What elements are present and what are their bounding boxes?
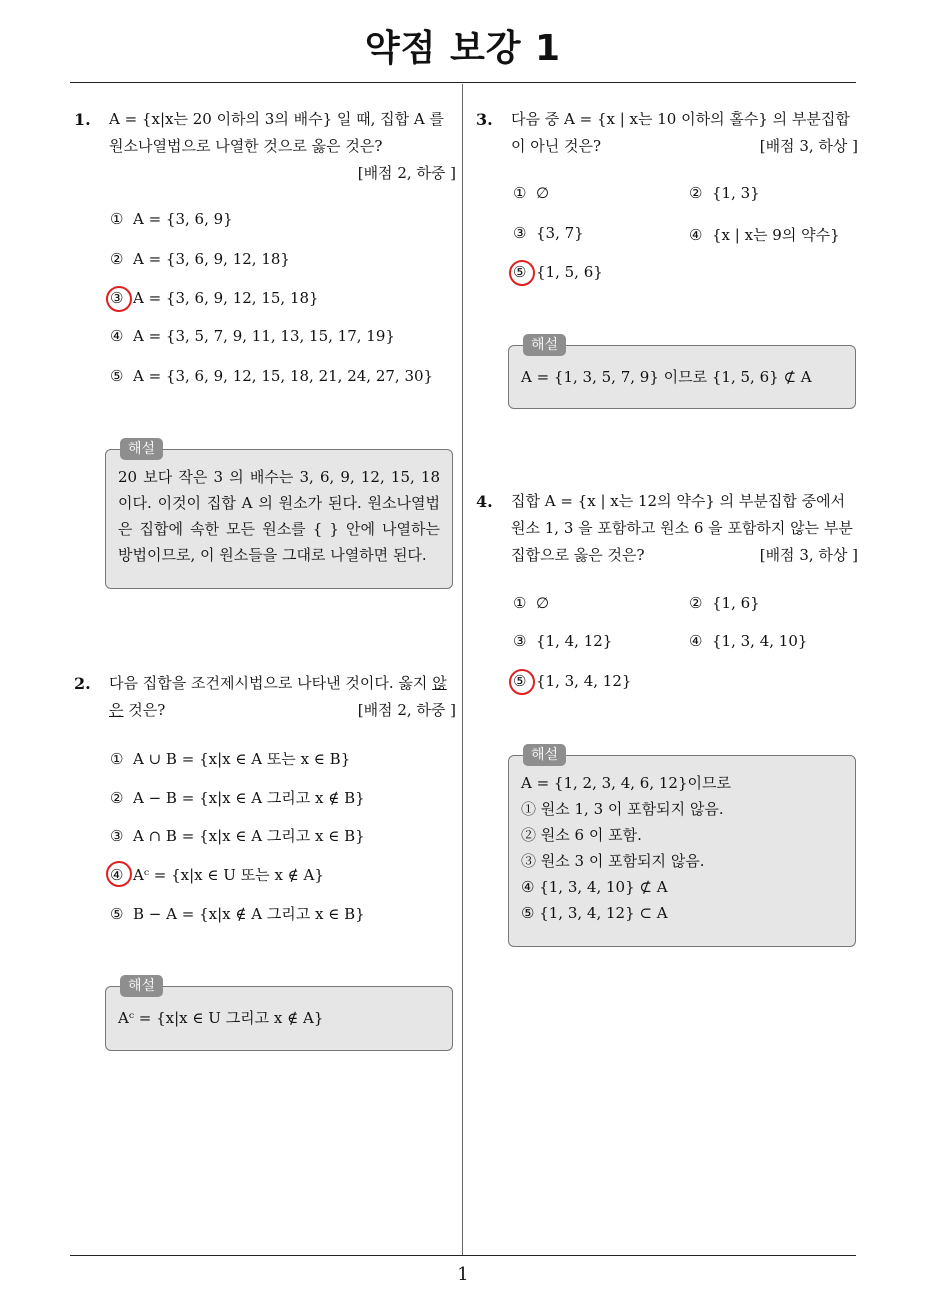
option-3[interactable]: ③ {1, 4, 12} <box>513 632 613 650</box>
column-divider <box>462 84 463 1256</box>
answer-circle-icon <box>509 260 535 286</box>
explanation-tag: 해설 <box>120 975 163 997</box>
explanation-line: ① 원소 1, 3 이 포함되지 않음. <box>521 800 724 818</box>
question-3 <box>476 106 858 160</box>
explanation-box <box>105 978 453 1051</box>
option-5[interactable]: ⑤ {1, 3, 4, 12} <box>513 672 631 690</box>
question-stem: A = {x|x는 20 이하의 3의 배수} 일 때, 집합 A 를 원소나열법으로 나열한 것으로 옳은 것은? <box>109 110 445 155</box>
answer-circle-icon <box>509 669 535 695</box>
option-1[interactable]: ① ∅ <box>513 184 550 202</box>
option-5[interactable]: ⑤ A = {3, 6, 9, 12, 15, 18, 21, 24, 27, 30} <box>110 367 434 385</box>
option-5[interactable]: ⑤ {1, 5, 6} <box>513 263 603 281</box>
explanation-line: ③ 원소 3 이 포함되지 않음. <box>521 852 705 870</box>
explanation-box <box>105 441 453 589</box>
option-4[interactable]: ④ A = {3, 5, 7, 9, 11, 13, 15, 17, 19} <box>110 327 395 345</box>
explanation-line: A = {1, 2, 3, 4, 6, 12}이므로 <box>521 774 731 792</box>
explanation-line: ④ {1, 3, 4, 10} ⊄ A <box>521 878 668 896</box>
option-2[interactable]: ② A = {3, 6, 9, 12, 18} <box>110 250 290 268</box>
explanation-box <box>508 337 856 409</box>
page-number: 1 <box>457 1264 469 1285</box>
explanation-line: ⑤ {1, 3, 4, 12} ⊂ A <box>521 904 668 922</box>
option-4[interactable]: ④ {1, 3, 4, 10} <box>689 632 808 650</box>
top-rule <box>70 82 856 83</box>
underlined-word: 않은 <box>109 674 447 719</box>
explanation-tag: 해설 <box>120 438 163 460</box>
option-1[interactable]: ① A = {3, 6, 9} <box>110 210 233 228</box>
explanation-text: Aᶜ = {x|x ∈ U 그리고 x ∉ A} <box>118 1009 324 1027</box>
option-3[interactable]: ③ A ∩ B = {x|x ∈ A 그리고 x ∈ B} <box>110 827 365 845</box>
explanation-tag: 해설 <box>523 334 566 356</box>
option-3[interactable]: ③ A = {3, 6, 9, 12, 15, 18} <box>110 289 319 307</box>
option-2[interactable]: ② {1, 3} <box>689 184 760 202</box>
explanation-box <box>508 747 856 947</box>
explanation-text: A = {1, 3, 5, 7, 9} 이므로 {1, 5, 6} ⊄ A <box>521 368 812 386</box>
question-score: [배점 2, 하중 ] <box>357 701 456 719</box>
page-title: 약점 보강 1 <box>364 28 562 69</box>
option-5[interactable]: ⑤ B − A = {x|x ∉ A 그리고 x ∈ B} <box>110 905 365 923</box>
question-2 <box>74 670 456 724</box>
option-1[interactable]: ① A ∪ B = {x|x ∈ A 또는 x ∈ B} <box>110 750 351 768</box>
explanation-line: ② 원소 6 이 포함. <box>521 826 642 844</box>
question-stem: 다음 중 A = {x | x는 10 이하의 홀수} 의 부분집합이 아닌 것은? <box>511 110 850 155</box>
question-score: [배점 2, 하중 ] <box>357 164 456 182</box>
question-stem: 집합 A = {x | x는 12의 약수} 의 부분집합 중에서 원소 1, 3 을 포함하고 원소 6 을 포함하지 않는 부분집합으로 옳은 것은? <box>511 492 853 564</box>
question-number: 4. <box>476 492 493 511</box>
option-4[interactable]: ④ Aᶜ = {x|x ∈ U 또는 x ∉ A} <box>110 864 324 885</box>
question-score: [배점 3, 하상 ] <box>759 546 858 564</box>
question-number: 1. <box>74 110 91 129</box>
option-4[interactable]: ④ {x | x는 9의 약수} <box>689 226 840 244</box>
question-stem: 다음 집합을 조건제시법으로 나타낸 것이다. 옳지 않은 것은? <box>109 674 447 719</box>
question-number: 3. <box>476 110 493 129</box>
question-number: 2. <box>74 674 91 693</box>
option-2[interactable]: ② {1, 6} <box>689 594 760 612</box>
bottom-rule <box>70 1255 856 1256</box>
explanation-text: 20 보다 작은 3 의 배수는 3, 6, 9, 12, 15, 18 이다. 이것이 집합 A 의 원소가 된다. 원소나열법은 집합에 속한 모든 원소를 { } 안에 나열하는 방법이므로, 이 원소들을 그대로 나열하면 된다. <box>118 468 440 564</box>
answer-circle-icon <box>106 286 132 312</box>
option-2[interactable]: ② A − B = {x|x ∈ A 그리고 x ∉ B} <box>110 789 365 807</box>
question-4 <box>476 488 858 569</box>
question-1 <box>74 106 456 187</box>
option-1[interactable]: ① ∅ <box>513 594 550 612</box>
answer-circle-icon <box>106 861 132 887</box>
explanation-tag: 해설 <box>523 744 566 766</box>
question-score: [배점 3, 하상 ] <box>759 137 858 155</box>
option-3[interactable]: ③ {3, 7} <box>513 224 584 242</box>
